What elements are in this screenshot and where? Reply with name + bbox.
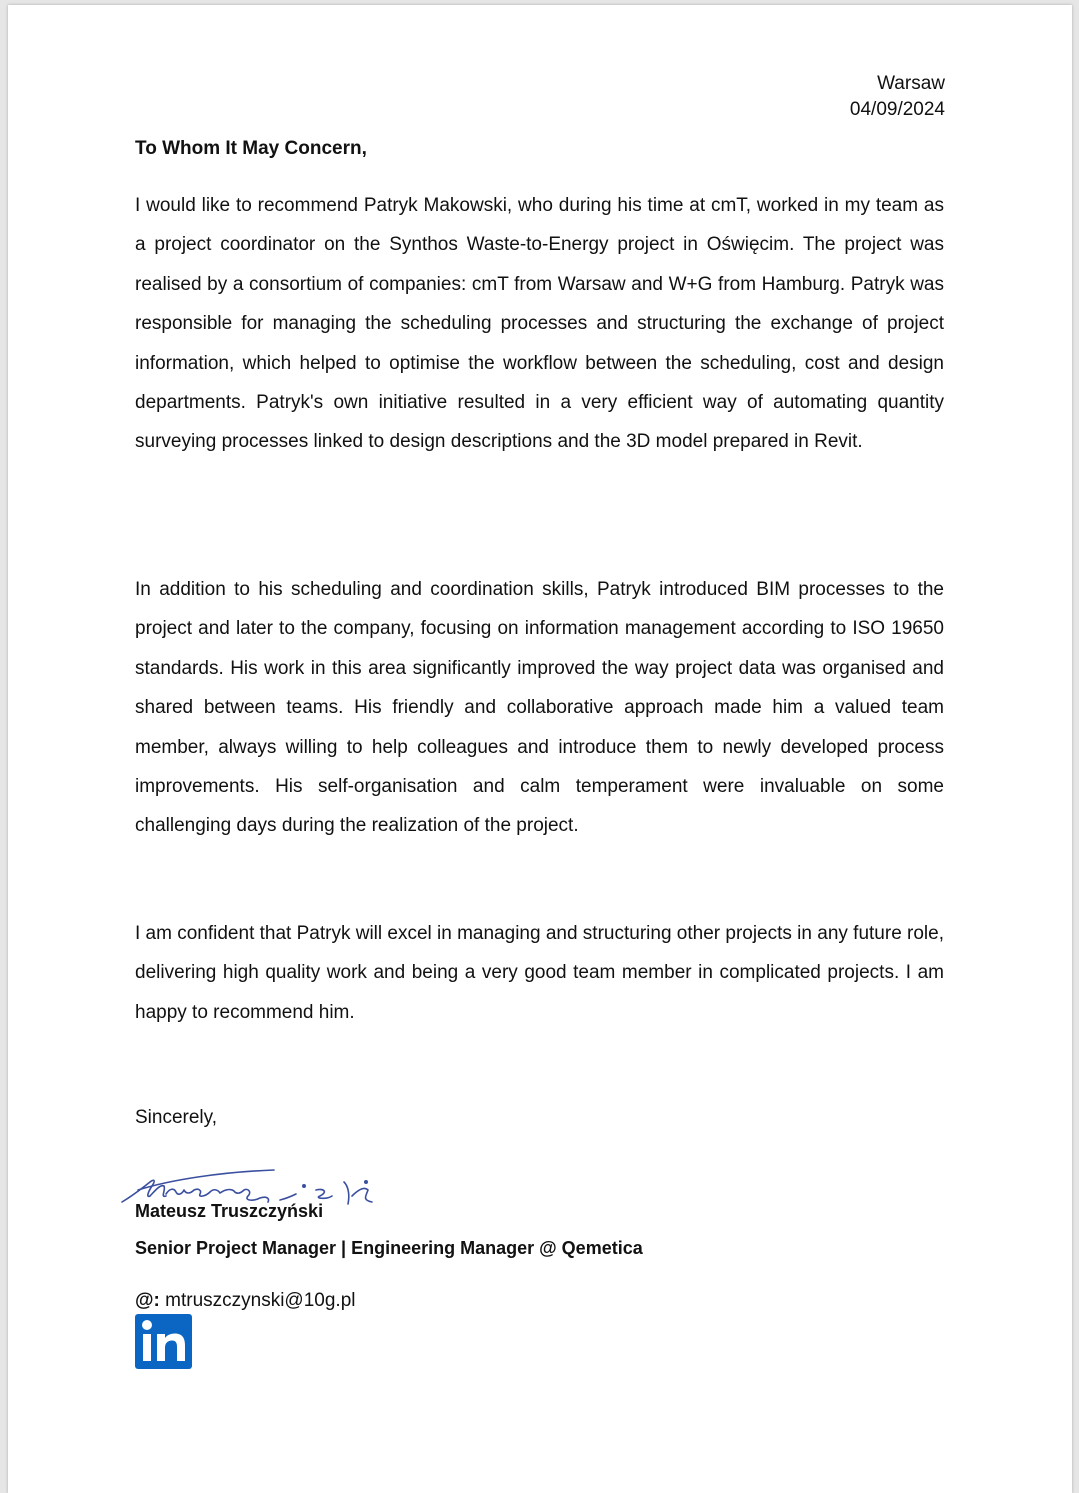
email-label: @: bbox=[135, 1290, 160, 1311]
letter-date: 04/09/2024 bbox=[849, 99, 945, 120]
handwritten-signature bbox=[120, 1160, 420, 1220]
email-line bbox=[135, 1288, 355, 1314]
place-date-block bbox=[850, 71, 945, 123]
closing: Sincerely, bbox=[135, 1107, 218, 1128]
salutation: To Whom It May Concern, bbox=[135, 138, 367, 159]
signer-name: Mateusz Truszczyński bbox=[135, 1201, 324, 1221]
linkedin-icon[interactable] bbox=[135, 1314, 192, 1369]
body-paragraph-1: I would like to recommend Patryk Makowski, who during his time at cmT, worked in my team as a project coordinator on the Synthos Waste-to-Energy project in Oświęcim. The project was realised by a consortium of companies: cmT from Warsaw and W+G from Hamburg. Patryk was responsible for managing the scheduling processes and structuring the exchange of project information, which helped to optimise the workflow between the scheduling, cost and design departments. Patryk's own initiative resulted in a very efficient way of automating quantity surveying processes linked to design descriptions and the 3D model prepared in Revit. bbox=[135, 195, 944, 453]
body-paragraph-3: I am confident that Patryk will excel in managing and structuring other projects in any future role, delivering high quality work and being a very good team member in complicated projects. I am happy to recommend him. bbox=[135, 923, 944, 1023]
signer-title: Senior Project Manager | Engineering Manager @ Qemetica bbox=[135, 1238, 643, 1258]
body-paragraph-2: In addition to his scheduling and coordination skills, Patryk introduced BIM processes to the project and later to the company, focusing on information management according to ISO 19650 standards. His work in this area significantly improved the way project data was organised and shared between teams. His friendly and collaborative approach made him a valued team member, always willing to help colleagues and introduce them to newly developed process improvements. His self-organisation and calm temperament were invaluable on some challenging days during the realization of the project. bbox=[135, 579, 944, 837]
letter-place: Warsaw bbox=[877, 73, 945, 94]
linkedin-logo-glyph bbox=[135, 1314, 192, 1369]
letter-page bbox=[8, 5, 1072, 1493]
email-address[interactable]: mtruszczynski@10g.pl bbox=[165, 1290, 356, 1311]
